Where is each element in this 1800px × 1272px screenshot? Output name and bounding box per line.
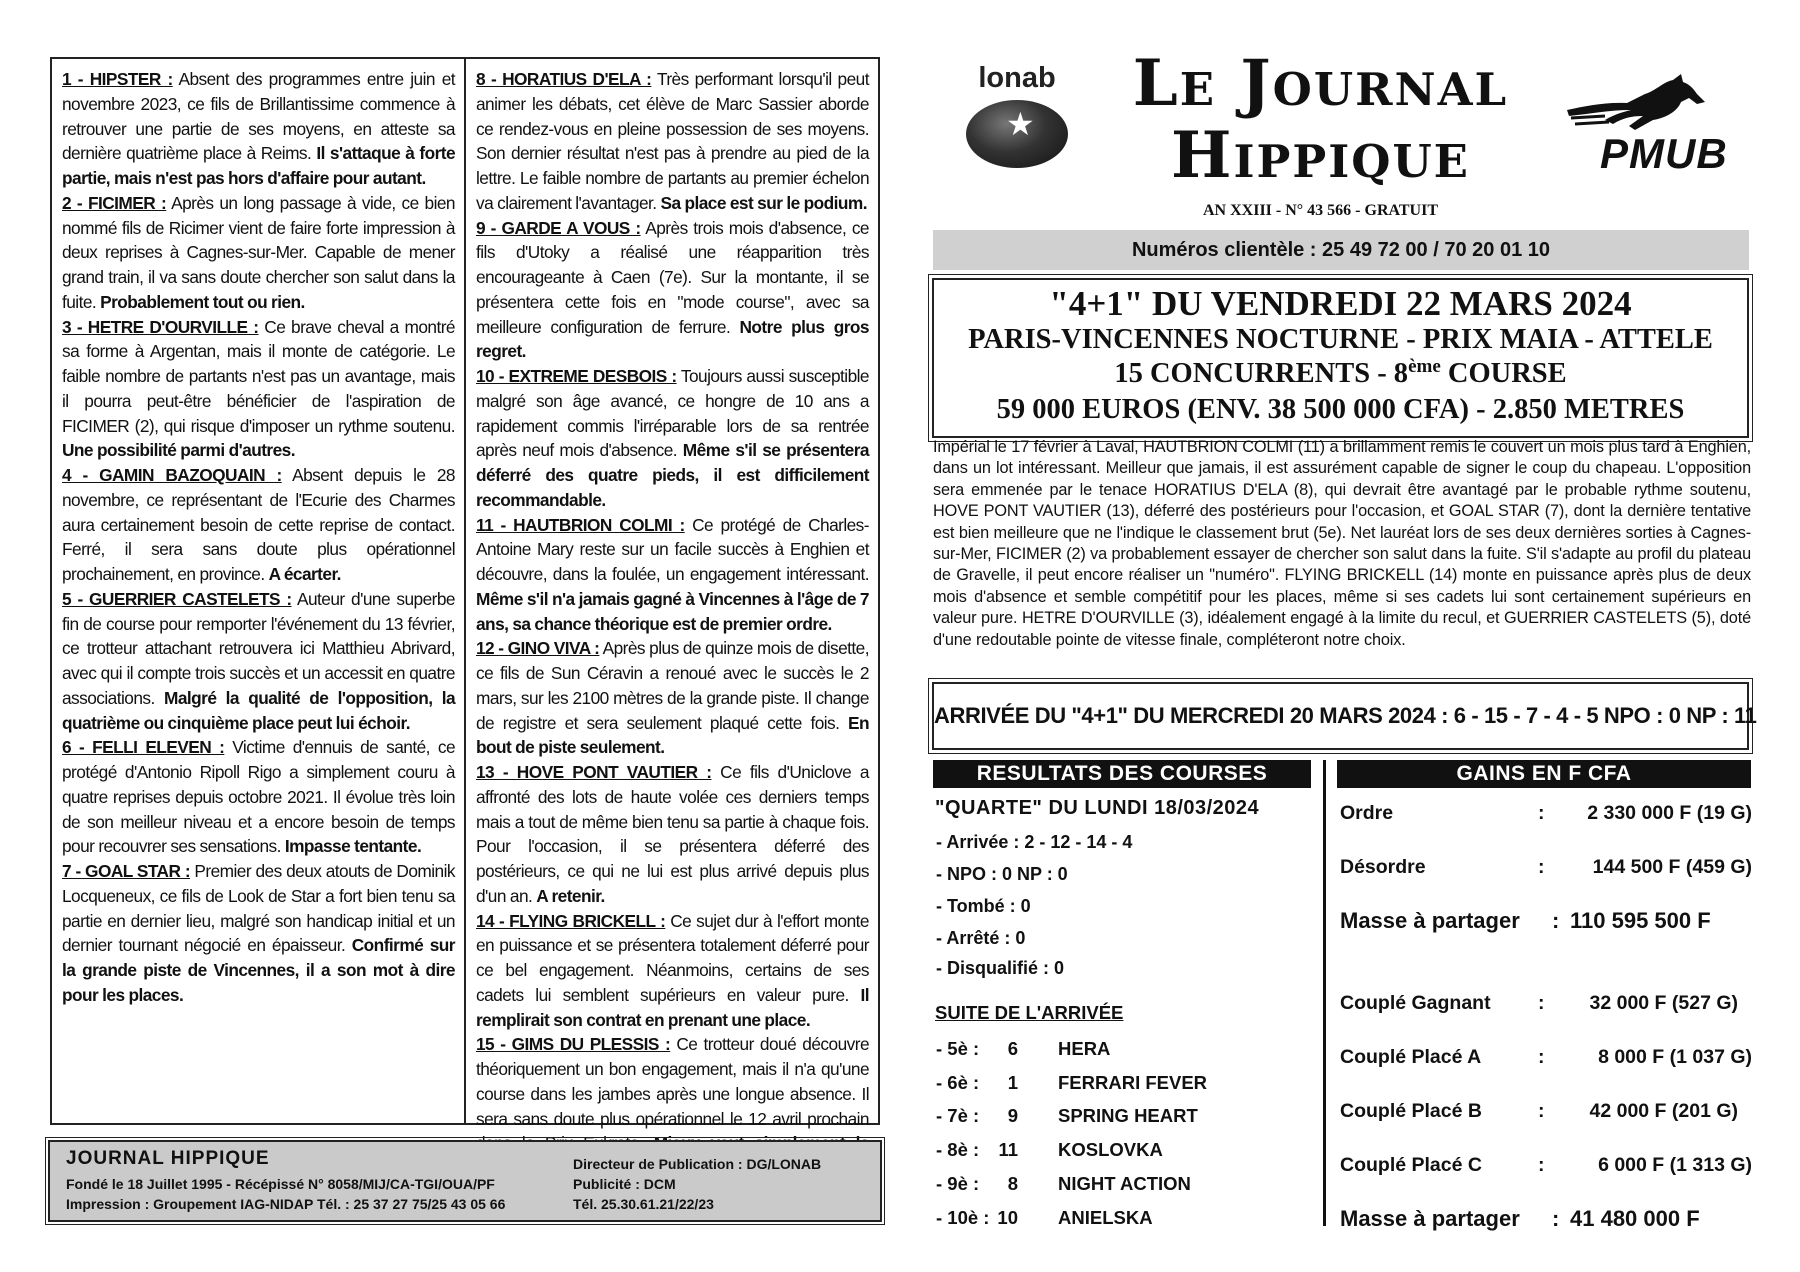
entry-text: Auteur d'une superbe fin de course pour remporter l'événement du 13 février, ce trotteur attachant retrouvera ici Matthieu Abrivard, avec qui il compte trois succès et un accessit en quatre associations. xyxy=(62,588,455,708)
horse-entry xyxy=(62,315,455,464)
horse-entry xyxy=(62,463,455,587)
horse-entry xyxy=(476,216,869,365)
horse-entry xyxy=(62,67,455,191)
results-line: - Disqualifié : 0 xyxy=(936,958,1065,978)
horse-entry xyxy=(476,909,869,1033)
suite-row: - 5è : 6 HERA xyxy=(936,1038,1111,1059)
race-info-box xyxy=(932,278,1749,438)
entry-conclusion: A retenir. xyxy=(536,885,605,906)
results-line: - Tombé : 0 xyxy=(936,896,1031,916)
race-date: "4+1" DU VENDREDI 22 MARS 2024 xyxy=(1049,284,1632,323)
journal-title-line-2: Hippique xyxy=(1171,118,1470,193)
pmub-logo xyxy=(1565,72,1755,182)
race-purse-distance: 59 000 EUROS (ENV. 38 500 000 CFA) - 2.850 METRES xyxy=(996,394,1685,425)
horse-entry xyxy=(62,735,455,859)
entry-conclusion: A écarter. xyxy=(268,564,341,584)
entry-text: Ce trotteur doué découvre théoriquement un bon engagement, mais il n'a qu'une course dans les jambes après une longue absence. Il sera sans doute plus opérationnel le 12 avril prochain xyxy=(476,1034,870,1129)
entry-heading: 4 - GAMIN BAZOQUAIN : xyxy=(62,465,282,485)
entry-heading: 9 - GARDE A VOUS : xyxy=(476,217,641,238)
results-line: - NPO : 0 NP : 0 xyxy=(936,864,1068,884)
entry-text: Absent depuis le 28 novembre, ce représentant de l'Ecurie des Charmes aura certainement besoin de cette reprise de contact. Ferré, il sera sans doute plus opérationnel prochainement, en province. xyxy=(62,465,455,584)
entry-text: Toujours aussi susceptible malgré son âge avancé, ce hongre de 10 ans a rapidement commis l'irréparable lors de sa rentrée après neuf mois d'absence. xyxy=(476,366,869,461)
footer-founded: Fondé le 18 Juillet 1995 - Récépissé N° 8058/MIJ/CA-TGI/OUA/PF xyxy=(66,1176,495,1192)
footer-printing: Impression : Groupement IAG-NIDAP Tél. : 25 37 27 75/25 43 05 66 xyxy=(66,1196,506,1212)
lonab-logo xyxy=(962,62,1072,170)
horse-entry xyxy=(476,513,869,637)
horse-entry xyxy=(476,636,869,760)
entry-text: Après trois mois d'absence, ce fils d'Utoky a réalisé une réapparition très encourageante à Caen (7e). Sur la montante, il se présentera cette fois en "mode course", avec sa meilleure configuration de ferrure. xyxy=(476,217,869,337)
horse-entry xyxy=(62,191,455,315)
entry-heading: 8 - HORATIUS D'ELA : xyxy=(476,69,652,89)
entry-text: Ce protégé de Charles-Antoine Mary reste sur un facile succès à Enghien et découvre, dans la foulée, un engagement intéressant. xyxy=(476,514,869,584)
entry-text: Victime d'ennuis de santé, ce protégé d'Antonio Ripoll Rigo a simplement couru à quatre reprises depuis octobre 2021. Il évolue très loin de son meilleur niveau et a encore besoin de temps pour recouvrer ses sensations. xyxy=(62,737,455,857)
issue-number: AN XXIII - N° 43 566 - GRATUIT xyxy=(1203,202,1438,219)
entry-heading: 12 - GINO VIVA : xyxy=(476,638,600,659)
entry-text: Premier des deux atouts de Dominik Locqueneux, ce fils de Look de Star a fort bien tenu sa partie en dernier lieu, malgré son handicap initial et un dernier tournant négocié en épaisseur. xyxy=(62,861,455,956)
entry-conclusion: Confirmé sur la grande piste de Vincennes, il a son mot à dire pour les places. xyxy=(62,935,455,1005)
horse-entry xyxy=(62,859,455,1008)
column-divider xyxy=(1323,760,1326,1226)
horse-entry xyxy=(62,587,455,736)
entry-heading: 15 - GIMS DU PLESSIS : xyxy=(476,1034,671,1055)
entry-text: Après un long passage à vide, ce bien nommé fils de Ricimer vient de faire forte impression à deux reprises à Cagnes-sur-Mer. Capable de mener grand train, il va sans doute chercher son salut dans la fuite. xyxy=(62,192,455,312)
jumping-horse-icon xyxy=(1565,72,1755,132)
horse-entry xyxy=(476,364,869,513)
publication-footer xyxy=(48,1140,882,1222)
commentary-columns xyxy=(50,57,880,1129)
entry-heading: 10 - EXTREME DESBOIS : xyxy=(476,366,677,386)
entry-conclusion: Même s'il se présentera déferré des quatre pieds, il est difficilement recommandable. xyxy=(476,440,869,510)
entry-conclusion: Il remplirait son contrat en prenant une place. xyxy=(476,984,869,1030)
entry-text: Ce sujet dur à l'effort monte en puissance et se présentera totalement déferré pour ce bel engagement. Néanmoins, certains de ses cadets lui semblent supérieurs en valeur pure. xyxy=(476,910,869,1005)
entry-text: Très performant lorsqu'il peut animer les débats, cet élève de Marc Sassier aborde ce rendez-vous en pleine possession de ses moyens. Son dernier résultat n'est pas à prendre au pied de la lettre. Le faible nombre de partants au premier échelon va clairement l'avantager. xyxy=(476,69,869,213)
entry-text: Après plus de quinze mois de disette, ce fils de Sun Céravin a renoué avec le succès le 2 mars, sur les 2100 mètres de la grande piste. Il change de registre et sera seulement plaqué cette fois. xyxy=(476,638,869,733)
race-runners: 15 CONCURRENTS - 8ème COURSE xyxy=(1114,356,1567,389)
entry-conclusion: Impasse tentante. xyxy=(284,836,422,857)
commentary-column-2 xyxy=(464,59,878,1129)
suite-row: - 9è : 8 NIGHT ACTION xyxy=(936,1173,1191,1194)
suite-row: - 6è : 1 FERRARI FEVER xyxy=(936,1072,1208,1093)
entry-conclusion: Malgré la qualité de l'opposition, la quatrième ou cinquième place peut lui échoir. xyxy=(62,687,456,733)
results-header: RESULTATS DES COURSES xyxy=(933,760,1311,788)
suite-row: - 8è : 11 KOSLOVKA xyxy=(936,1139,1163,1160)
results-date: "QUARTE" DU LUNDI 18/03/2024 xyxy=(935,797,1260,819)
footer-phone: Tél. 25.30.61.21/22/23 xyxy=(573,1196,714,1212)
gains-header: GAINS EN F CFA xyxy=(1337,760,1751,788)
footer-director: Directeur de Publication : DG/LONAB xyxy=(573,1156,822,1172)
entry-conclusion: Probablement tout ou rien. xyxy=(100,291,305,312)
entry-text: Ce fils d'Uniclove a affronté des lots de haute volée ces derniers temps mais a tout de même bien tenu sa partie à chaque fois. Pour l'occasion, il se présentera déferré des postérieurs, ce qui ne lui est plus arrivé depuis plus d'un an. xyxy=(476,762,869,906)
entry-conclusion: Notre plus gros regret. xyxy=(476,316,869,362)
entry-heading: 5 - GUERRIER CASTELETS : xyxy=(62,588,292,609)
entry-conclusion: Il s'attaque à forte partie, mais n'est pas hors d'affaire pour autant. xyxy=(62,143,456,188)
footer-title: JOURNAL HIPPIQUE xyxy=(66,1148,270,1169)
entry-heading: 13 - HOVE PONT VAUTIER : xyxy=(476,762,712,782)
entry-heading: 1 - HIPSTER : xyxy=(62,69,173,89)
entry-conclusion: Même s'il n'a jamais gagné à Vincennes à l'âge de 7 ans, sa chance théorique est de premier ordre. xyxy=(476,588,869,634)
entry-conclusion: En bout de piste seulement. xyxy=(476,712,869,758)
horse-entry xyxy=(476,760,869,909)
suite-row: - 10è : 10 ANIELSKA xyxy=(936,1207,1153,1228)
client-numbers-banner: Numéros clientèle : 25 49 72 00 / 70 20 01 10 xyxy=(933,230,1749,270)
race-venue: PARIS-VINCENNES NOCTURNE - PRIX MAIA - ATTELE xyxy=(968,324,1713,355)
horse-entry xyxy=(476,67,869,216)
entry-heading: 7 - GOAL STAR : xyxy=(62,861,191,881)
entry-heading: 6 - FELLI ELEVEN : xyxy=(62,737,225,758)
entry-heading: 14 - FLYING BRICKELL : xyxy=(476,910,666,931)
results-line: - Arrêté : 0 xyxy=(936,928,1026,948)
pronostic-paragraph: Impérial le 17 février à Laval, HAUTBRION COLMI (11) a brillamment remis le couvert un mois plus tard à Enghien, dans un lot intéressant. Meilleur que jamais, il est assurément capable de signer le coup du chapeau. L'opposition sera emmenée par le tenace HORATIUS D'ELA (8), qui devrait être avantagé par le probable rythme soutenu, HOVE PONT VAUTIER (13), déferré des postérieurs pour l'occasion, et GOAL STAR (7), dont la dernière tentative est bien meilleure que ne l'indique le classement brut (5e). Net lauréat lors de ses deux dernières sorties à Cagnes-sur-Mer, FICIMER (2) va probablement essayer de chercher son salut dans la fuite. S'il s'adapte au profil du plateau de Gravelle, il peut encore réaliser un "numéro". FLYING BRICKELL (14) monte en puissance après plus de deux mois d'absence et semble compétitif pour les places, même si ses cadets lui sont certainement supérieurs en valeur pure. HETRE D'OURVILLE (3), idéalement engagé à la limite du recul, et GUERRIER CASTELETS (5), doté d'une redoutable pointe de vitesse finale, compléteront notre choix. xyxy=(933,438,1751,649)
entry-conclusion: Une possibilité parmi d'autres. xyxy=(62,440,295,461)
entry-heading: 3 - HETRE D'OURVILLE : xyxy=(62,316,259,337)
entry-text: Absent des programmes entre juin et novembre 2023, ce fils de Brillantissime commence à retrouver une partie de ses moyens, en atteste sa dernière quatrième place à Reims. xyxy=(62,69,456,164)
entry-text: Ce brave cheval a montré sa forme à Argentan, mais il monte de catégorie. Le faible nombre de partants n'est pas un avantage, mais il pourra peut-être bénéficier de l'aspiration de FICIMER (2), qui risque d'imposer un rythme soutenu. xyxy=(62,316,455,436)
suite-row: - 7è : 9 SPRING HEART xyxy=(936,1105,1198,1126)
entry-heading: 11 - HAUTBRION COLMI : xyxy=(476,514,685,535)
journal-title-line-1: Le Journal xyxy=(1132,46,1509,121)
suite-arrivee-title: SUITE DE L'ARRIVÉE xyxy=(935,1002,1124,1023)
star-icon: ★ xyxy=(1006,106,1035,142)
results-line: - Arrivée : 2 - 12 - 14 - 4 xyxy=(936,832,1133,852)
entry-heading: 2 - FICIMER : xyxy=(62,192,167,213)
previous-arrival-box: ARRIVÉE DU "4+1" DU MERCREDI 20 MARS 2024 : 6 - 15 - 7 - 4 - 5 NPO : 0 NP : 11 xyxy=(932,682,1749,750)
lonab-ball-icon xyxy=(966,100,1068,168)
footer-advertising: Publicité : DCM xyxy=(573,1176,676,1192)
commentary-column-1 xyxy=(52,59,464,1123)
entry-conclusion: Sa place est sur le podium. xyxy=(660,192,867,213)
pmub-logo-text: PMUB xyxy=(1600,130,1728,177)
lonab-logo-text: lonab xyxy=(978,62,1056,94)
